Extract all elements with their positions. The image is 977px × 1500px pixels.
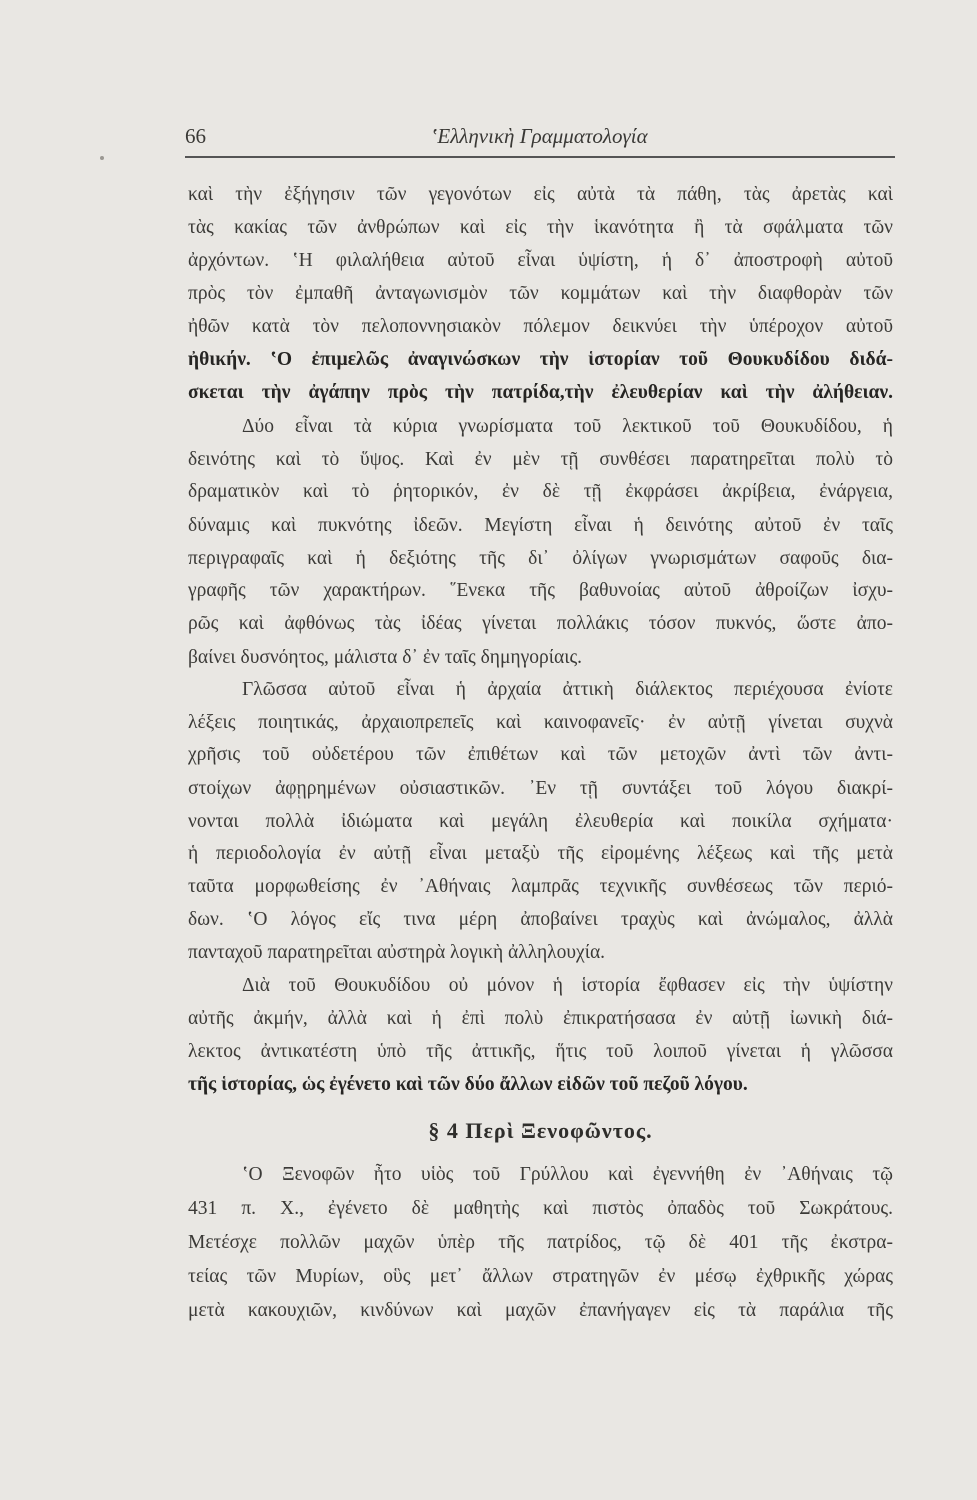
text-line: τείας τῶν Μυρίων, οὓς μετ᾽ ἄλλων στρατηγῶν ἐν μέσῳ ἐχθρικῆς χώρας: [188, 1266, 893, 1287]
text-line: γραφῆς τῶν χαρακτήρων. ῞Ενεκα τῆς βαθυνοίας αὐτοῦ ἀθροίζων ἰσχυ-: [188, 580, 893, 601]
page-header: [185, 124, 893, 154]
text-line: ταῦτα μορφωθείσης ἐν ᾿Αθήναις λαμπρᾶς τεχνικῆς συνθέσεως τῶν περιό-: [188, 876, 893, 897]
text-line: χρῆσις τοῦ οὐδετέρου τῶν ἐπιθέτων καὶ τῶν μετοχῶν ἀντὶ τῶν ἀντι-: [188, 744, 893, 765]
text-line: ʽΟ Ξενοφῶν ἦτο υἱὸς τοῦ Γρύλλου καὶ ἐγεννήθη ἐν ᾿Αθήναις τῷ: [242, 1164, 893, 1185]
text-line: σκεται τὴν ἀγάπην πρὸς τὴν πατρίδα,τὴν ἐλευθερίαν καὶ τὴν ἀλήθειαν.: [188, 382, 893, 403]
text-line: δων. ʽΟ λόγος εἴς τινα μέρη ἀποβαίνει τραχὺς καὶ ἀνώμαλος, ἀλλὰ: [188, 909, 893, 930]
text-line: μετὰ κακουχιῶν, κινδύνων καὶ μαχῶν ἐπανήγαγεν εἰς τὰ παράλια τῆς: [188, 1300, 893, 1321]
text-line: ἠθῶν κατὰ τὸν πελοποννησιακὸν πόλεμον δεικνύει τὴν ὑπέροχον αὐτοῦ: [188, 316, 893, 337]
text-line: τὰς κακίας τῶν ἀνθρώπων καὶ εἰς τὴν ἱκανότητα ἢ τὰ σφάλματα τῶν: [188, 217, 893, 238]
text-line: δύναμις καὶ πυκνότης ἰδεῶν. Μεγίστη εἶναι ἡ δεινότης αὐτοῦ ἐν ταῖς: [188, 515, 893, 536]
header-rule: [185, 156, 895, 158]
text-line: Γλῶσσα αὐτοῦ εἶναι ἡ ἀρχαία ἀττικὴ διάλεκτος περιέχουσα ἐνίοτε: [242, 679, 893, 700]
text-line: λεκτος ἀντικατέστη ὑπὸ τῆς ἀττικῆς, ἥτις τοῦ λοιποῦ γίνεται ἡ γλῶσσα: [188, 1041, 893, 1062]
text-line: ρῶς καὶ ἀφθόνως τὰς ἰδέας γίνεται πολλάκις τόσον πυκνός, ὥστε ἀπο-: [188, 613, 893, 634]
running-title: ʽΕλληνικὴ Γραμματολογία: [430, 124, 648, 148]
text-line: ἀρχόντων. ʽΗ φιλαλήθεια αὐτοῦ εἶναι ὑψίστη, ἡ δ᾽ ἀποστροφὴ αὐτοῦ: [188, 250, 893, 271]
text-line: καὶ τὴν ἐξήγησιν τῶν γεγονότων εἰς αὐτὰ τὰ πάθη, τὰς ἀρετὰς καὶ: [188, 184, 893, 205]
text-line: Διὰ τοῦ Θουκυδίδου οὐ μόνον ἡ ἱστορία ἔφθασεν εἰς τὴν ὑψίστην: [242, 975, 893, 996]
text-line: τῆς ἱστορίας, ὡς ἐγένετο καὶ τῶν δύο ἄλλων εἰδῶν τοῦ πεζοῦ λόγου.: [188, 1074, 748, 1095]
text-line: περιγραφαῖς καὶ ἡ δεξιότης τῆς δι᾽ ὀλίγων γνωρισμάτων σαφοῦς δια-: [188, 548, 893, 569]
text-line: ἠθικήν. ʽΟ ἐπιμελῶς ἀναγινώσκων τὴν ἱστορίαν τοῦ Θουκυδίδου διδά-: [188, 349, 893, 370]
text-line: πρὸς τὸν ἐμπαθῆ ἀνταγωνισμὸν τῶν κομμάτων καὶ τὴν διαφθορὰν τῶν: [188, 283, 893, 304]
text-line: δεινότης καὶ τὸ ὕψος. Καὶ ἐν μὲν τῇ συνθέσει παρατηρεῖται πολὺ τὸ: [188, 449, 893, 470]
page-number: 66: [185, 124, 206, 148]
text-line: Δύο εἶναι τὰ κύρια γνωρίσματα τοῦ λεκτικοῦ τοῦ Θουκυδίδου, ἡ: [242, 416, 893, 437]
text-line: ἡ περιοδολογία ἐν αὐτῇ εἶναι μεταξὺ τῆς εἰρομένης λέξεως καὶ τῆς μετὰ: [188, 843, 893, 864]
text-line: λέξεις ποιητικάς, ἀρχαιοπρεπεῖς καὶ καινοφανεῖς· ἐν αὐτῇ γίνεται συχνὰ: [188, 712, 893, 733]
text-line: πανταχοῦ παρατηρεῖται αὐστηρὰ λογικὴ ἀλληλουχία.: [188, 942, 606, 963]
text-line: Μετέσχε πολλῶν μαχῶν ὑπὲρ τῆς πατρίδος, τῷ δὲ 401 τῆς ἐκστρα-: [188, 1232, 893, 1253]
text-line: 431 π. Χ., ἐγένετο δὲ μαθητὴς καὶ πιστὸς ὀπαδὸς τοῦ Σωκράτους.: [188, 1198, 893, 1219]
text-line: στοίχων ἀφῃρημένων οὐσιαστικῶν. ᾿Εν τῇ συντάξει τοῦ λόγου διακρί-: [188, 778, 893, 799]
margin-speck: [100, 156, 104, 160]
text-line: αὐτῆς ἀκμήν, ἀλλὰ καὶ ἡ ἐπὶ πολὺ ἐπικρατήσασα ἐν αὐτῇ ἰωνικὴ διά-: [188, 1008, 893, 1029]
text-line: νονται πολλὰ ἰδιώματα καὶ μεγάλη ἐλευθερία καὶ ποικίλα σχήματα·: [188, 811, 893, 832]
text-line: βαίνει δυσνόητος, μάλιστα δ᾽ ἐν ταῖς δημηγορίαις.: [188, 647, 583, 668]
text-line: δραματικὸν καὶ τὸ ῥητορικόν, ἐν δὲ τῇ ἐκφράσει ἀκρίβεια, ἐνάργεια,: [188, 481, 893, 502]
section-heading: § 4 Περὶ Ξενοφῶντος.: [428, 1118, 653, 1143]
